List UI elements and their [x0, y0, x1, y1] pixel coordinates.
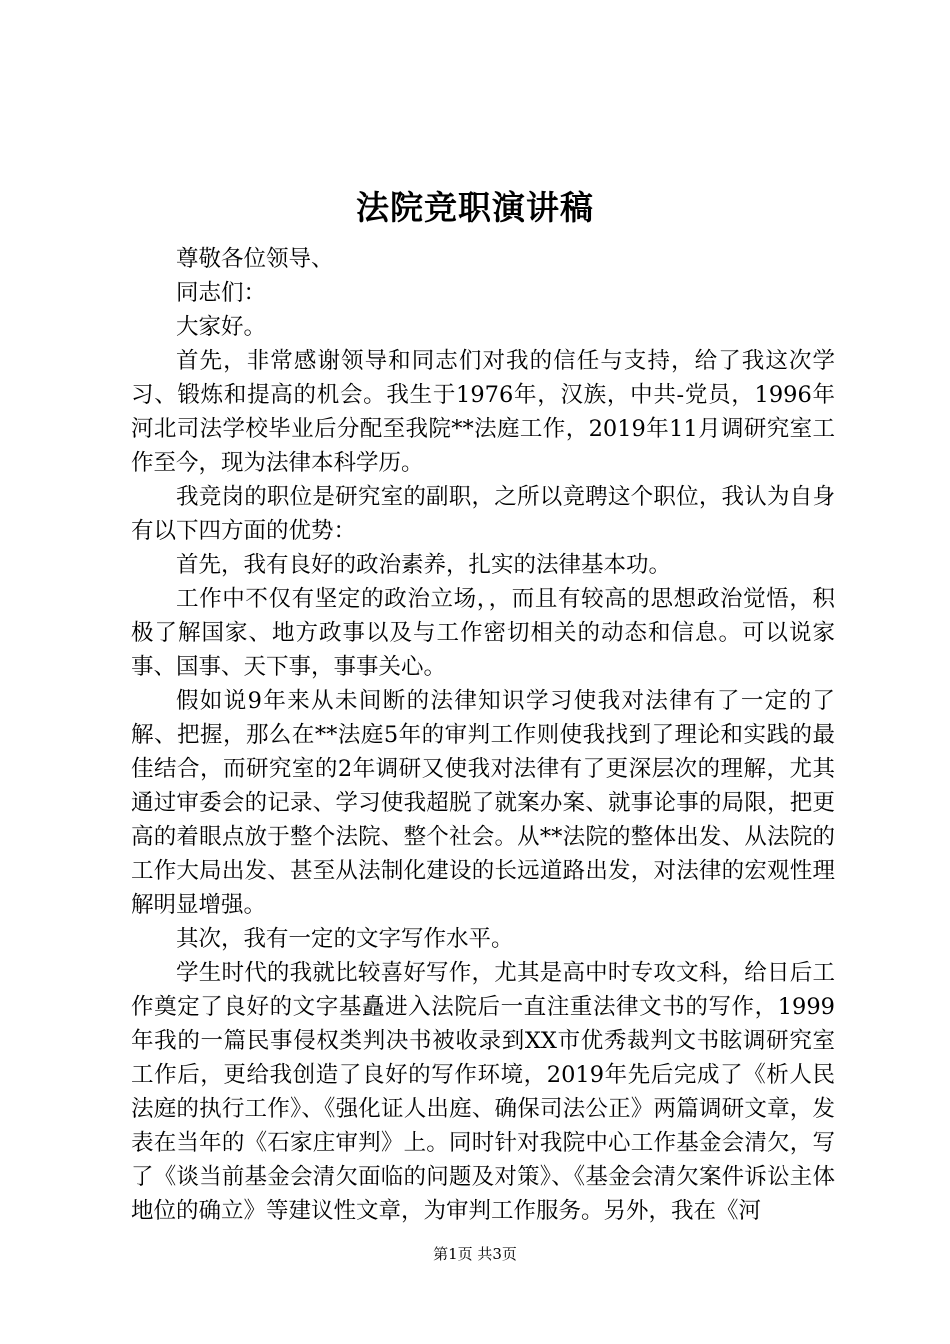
paragraph: 首先，非常感谢领导和同志们对我的信任与支持，给了我这次学习、锻炼和提高的机会。我生于1976年，汉族，中共-党员，1996年河北司法学校毕业后分配至我院**法庭工作，2019年11月调研究室工作至今，现为法律本科学历。	[131, 348, 835, 476]
paragraph: 大家好。	[176, 314, 267, 340]
paragraph: 其次，我有一定的文字写作水平。	[176, 926, 514, 952]
paragraph: 学生时代的我就比较喜好写作，尤其是高中时专攻文科，给日后工作奠定了良好的文字基矗进入法院后一直注重法律文书的写作，1999年我的一篇民事侵权类判决书被收录到XX市优秀裁判文书眩调研究室工作后，更给我创造了良好的写作环境，2019年先后完成了《析人民法庭的执行工作》、《强化证人出庭、确保司法公正》两篇调研文章，发表在当年的《石家庄审判》上。同时针对我院中心工作基金会清欠，写了《谈当前基金会清欠面临的问题及对策》、《基金会清欠案件诉讼主体地位的确立》等建议性文章，为审判工作服务。另外，我在《河	[131, 960, 835, 1224]
document-title: 法院竞职演讲稿	[356, 188, 594, 227]
paragraph: 同志们：	[176, 280, 267, 306]
paragraph: 假如说9年来从未间断的法律知识学习使我对法律有了一定的了解、把握，那么在**法庭5年的审判工作则使我找到了理论和实践的最佳结合，而研究室的2年调研又使我对法律有了更深层次的理解，尤其通过审委会的记录、学习使我超脱了就案办案、就事论事的局限，把更高的着眼点放于整个法院、整个社会。从**法院的整体出发、从法院的工作大局出发、甚至从法制化建设的长远道路出发，对法律的宏观性理解明显增强。	[131, 688, 835, 918]
document-body	[131, 242, 835, 1228]
paragraph: 尊敬各位领导、	[176, 246, 334, 272]
paragraph: 工作中不仅有坚定的政治立场，，而且有较高的思想政治觉悟，积极了解国家、地方政事以及与工作密切相关的动态和信息。可以说家事、国事、天下事，事事关心。	[131, 586, 835, 680]
page-footer: 第1页 共3页	[433, 1245, 517, 1263]
paragraph: 我竞岗的职位是研究室的副职，之所以竟聘这个职位，我认为自身有以下四方面的优势：	[131, 484, 835, 544]
paragraph: 首先，我有良好的政治素养，扎实的法律基本功。	[176, 552, 672, 578]
